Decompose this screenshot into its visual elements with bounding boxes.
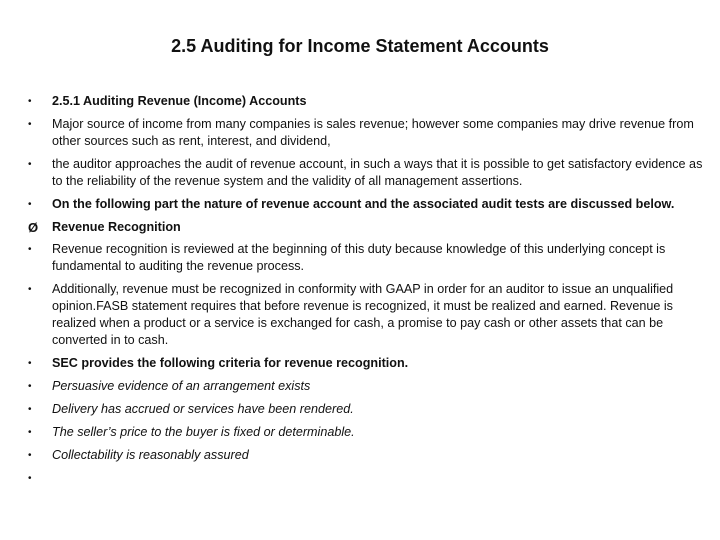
list-item-text: SEC provides the following criteria for revenue recognition. bbox=[52, 356, 409, 370]
list-item bbox=[28, 401, 708, 418]
bullet-icon: • bbox=[28, 358, 32, 369]
section-heading: 2.5.1 Auditing Revenue (Income) Accounts bbox=[52, 94, 307, 108]
bullet-icon: • bbox=[28, 404, 32, 415]
list-item bbox=[28, 116, 708, 150]
bullet-icon: • bbox=[28, 159, 32, 170]
bullet-icon: • bbox=[28, 450, 32, 461]
list-item-text: Major source of income from many companies is sales revenue; however some companies may drive revenue from other sources such as rent, interest, and dividend, bbox=[52, 117, 694, 148]
list-item-text: Revenue recognition is reviewed at the beginning of this duty because knowledge of this underlying concept is fundamental to auditing the revenue process. bbox=[52, 242, 666, 273]
arrow-bullet-icon: Ø bbox=[28, 220, 39, 235]
list-item-text: On the following part the nature of revenue account and the associated audit tests are discussed below. bbox=[52, 197, 675, 211]
bullet-icon: • bbox=[28, 381, 32, 392]
list-item bbox=[28, 424, 708, 441]
list-item bbox=[28, 156, 708, 190]
bullet-icon: • bbox=[28, 427, 32, 438]
bullet-icon: • bbox=[28, 199, 32, 210]
bullet-list bbox=[28, 93, 708, 484]
list-item bbox=[28, 355, 708, 372]
bullet-icon: • bbox=[28, 473, 32, 484]
list-item-text: Additionally, revenue must be recognized in conformity with GAAP in order for an auditor to issue an unqualified opinion.FASB statement requires that before revenue is recognized, it must be realized and earned. Revenue is realized when a product or a service is exchanged for cash, a promise to pay cash or other assets that can be converted in to cash. bbox=[52, 282, 674, 347]
list-item bbox=[28, 241, 708, 275]
list-item bbox=[28, 281, 708, 349]
criteria-item-text: Collectability is reasonably assured bbox=[52, 448, 249, 462]
list-item-text: the auditor approaches the audit of revenue account, in such a ways that it is possible to get satisfactory evidence as to the reliability of the revenue system and the validity of all management assertions. bbox=[52, 157, 703, 188]
bullet-icon: • bbox=[28, 96, 32, 107]
criteria-item-text: Persuasive evidence of an arrangement exists bbox=[52, 379, 311, 393]
criteria-item-text: The seller’s price to the buyer is fixed or determinable. bbox=[52, 425, 355, 439]
bullet-icon: • bbox=[28, 284, 32, 295]
list-item bbox=[28, 93, 708, 110]
list-item bbox=[28, 196, 708, 213]
subsection-heading: Revenue Recognition bbox=[52, 220, 181, 234]
list-item bbox=[28, 219, 708, 236]
bullet-icon: • bbox=[28, 119, 32, 130]
slide-title: 2.5 Auditing for Income Statement Accounts bbox=[171, 36, 549, 56]
list-item bbox=[28, 447, 708, 464]
list-item bbox=[28, 378, 708, 395]
bullet-icon: • bbox=[28, 244, 32, 255]
criteria-item-text: Delivery has accrued or services have been rendered. bbox=[52, 402, 354, 416]
